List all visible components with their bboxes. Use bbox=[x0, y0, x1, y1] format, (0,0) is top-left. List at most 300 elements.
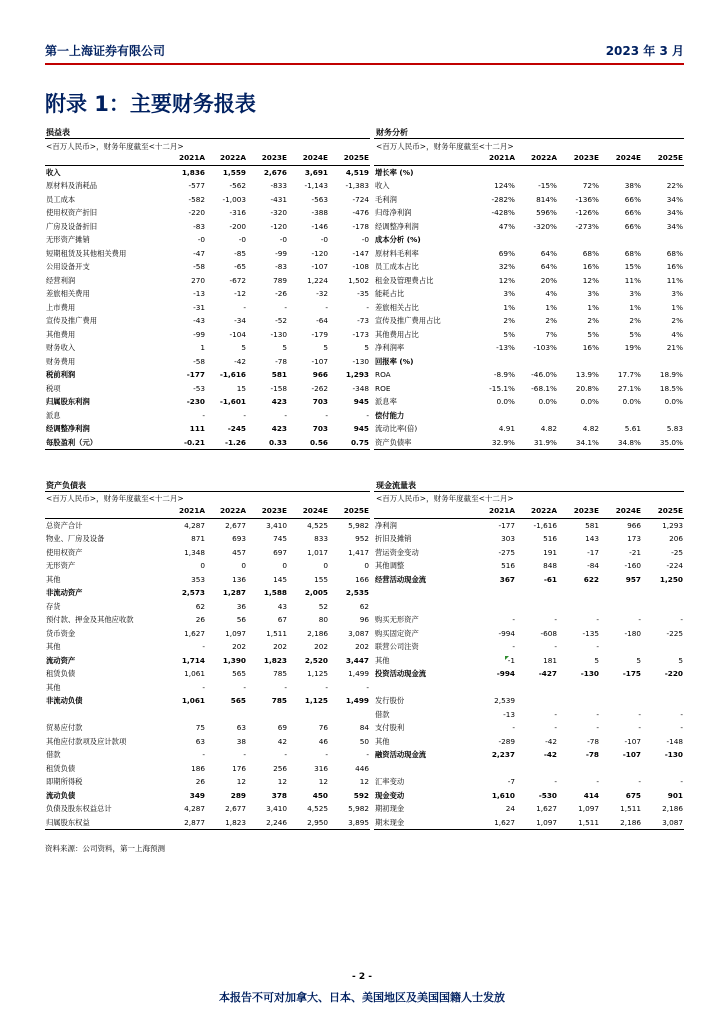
row-label: 差旅相关费用 bbox=[46, 289, 90, 298]
year-header: 2024E bbox=[615, 506, 641, 515]
row-label: 原材料毛利率 bbox=[375, 248, 419, 258]
row-value: 675 bbox=[625, 790, 641, 800]
row-value: 24 bbox=[505, 804, 515, 813]
row-value: 966 bbox=[312, 370, 328, 379]
row-value: 181 bbox=[543, 655, 557, 665]
row-value: 5 bbox=[282, 343, 287, 352]
row-value: 0.0% bbox=[580, 397, 599, 406]
row-value: -130 bbox=[580, 669, 599, 678]
row-value: 26 bbox=[195, 615, 205, 624]
row-value: - bbox=[366, 682, 369, 692]
row-value: - bbox=[512, 615, 515, 624]
row-value: 64% bbox=[540, 262, 557, 271]
row-value: 3,691 bbox=[304, 167, 328, 177]
row-label: ROE bbox=[375, 383, 391, 393]
table-row bbox=[45, 748, 370, 762]
row-value: 68% bbox=[624, 248, 641, 258]
table-row bbox=[374, 600, 684, 614]
row-value: - bbox=[202, 750, 205, 759]
row-value: -65 bbox=[234, 262, 246, 271]
row-value: 270 bbox=[191, 275, 205, 285]
row-label: 即期所得税 bbox=[46, 777, 83, 786]
row-label: 流动负债 bbox=[46, 790, 76, 800]
row-value: - bbox=[596, 615, 599, 624]
income-unit: <百万人民币>，财务年度截至<十二月> bbox=[46, 142, 184, 151]
row-value: 34% bbox=[666, 208, 683, 217]
row-label: 现金变动 bbox=[375, 790, 405, 800]
row-value: 145 bbox=[273, 574, 287, 584]
row-label: 无形资产摊销 bbox=[46, 235, 90, 244]
row-value: -107 bbox=[622, 750, 641, 759]
row-value: 56 bbox=[236, 615, 246, 624]
row-value: 2,676 bbox=[263, 167, 287, 177]
row-value: 17.7% bbox=[617, 370, 641, 379]
row-value: 12 bbox=[236, 777, 246, 786]
table-row bbox=[45, 816, 370, 830]
row-value: -78 bbox=[585, 750, 599, 759]
row-value: 0 bbox=[364, 561, 369, 570]
row-value: -608 bbox=[540, 628, 557, 638]
row-value: 4.82 bbox=[540, 424, 557, 433]
row-value: 64% bbox=[540, 248, 557, 258]
row-value: - bbox=[284, 302, 287, 312]
table-row bbox=[374, 559, 684, 573]
row-value bbox=[642, 762, 684, 776]
year-header-row bbox=[45, 151, 370, 165]
table-row bbox=[45, 328, 370, 342]
table-row bbox=[374, 220, 684, 234]
row-value: -220 bbox=[664, 669, 683, 678]
table-row bbox=[374, 247, 684, 261]
row-value: -7 bbox=[507, 777, 515, 786]
row-value: 3,087 bbox=[662, 817, 683, 827]
row-value: -1,143 bbox=[304, 181, 328, 190]
row-value: 1,627 bbox=[494, 817, 515, 827]
table-row bbox=[374, 532, 684, 546]
row-value: 1,823 bbox=[225, 817, 246, 827]
row-value: 5 bbox=[364, 343, 369, 352]
table-row bbox=[374, 735, 684, 749]
row-value: 3% bbox=[587, 289, 599, 298]
row-value: 848 bbox=[543, 561, 557, 570]
table-row bbox=[45, 775, 370, 789]
table-row bbox=[45, 409, 370, 423]
row-value: 0.75 bbox=[350, 437, 369, 447]
row-value bbox=[642, 694, 684, 708]
table-row bbox=[45, 654, 370, 668]
row-value: - bbox=[202, 682, 205, 692]
row-value: 191 bbox=[543, 547, 557, 557]
row-value: 111 bbox=[189, 424, 205, 433]
table-row bbox=[45, 532, 370, 546]
table-row bbox=[45, 600, 370, 614]
row-label: 差旅相关占比 bbox=[375, 302, 419, 312]
row-label: 回报率 (%) bbox=[375, 356, 414, 366]
table-row bbox=[374, 328, 684, 342]
year-header: 2025E bbox=[657, 153, 683, 162]
table-row bbox=[374, 355, 684, 369]
row-value: 2,677 bbox=[225, 804, 246, 813]
row-value: -104 bbox=[229, 329, 246, 339]
row-value: 202 bbox=[273, 642, 287, 651]
row-value: 1% bbox=[629, 302, 641, 312]
row-value bbox=[642, 233, 684, 247]
header-blank bbox=[374, 151, 474, 165]
row-value: -26 bbox=[275, 289, 287, 298]
row-value: -42 bbox=[543, 750, 557, 759]
row-value bbox=[474, 762, 516, 776]
row-label: 广房及设备折旧 bbox=[46, 221, 98, 231]
row-label: 非流动资产 bbox=[46, 588, 83, 597]
row-label: 期初现金 bbox=[375, 804, 405, 813]
row-value bbox=[474, 165, 516, 179]
row-value: 0.0% bbox=[538, 397, 557, 406]
row-value bbox=[642, 165, 684, 179]
row-value: 414 bbox=[583, 790, 599, 800]
row-value: 5.61 bbox=[624, 424, 641, 433]
row-label: 归母净利润 bbox=[375, 208, 412, 217]
table-row bbox=[374, 775, 684, 789]
row-value: 2,877 bbox=[184, 817, 205, 827]
row-value: -68.1% bbox=[531, 383, 557, 393]
row-value: -58 bbox=[193, 262, 205, 271]
row-value bbox=[558, 762, 600, 776]
row-value: - bbox=[366, 750, 369, 759]
row-value: - bbox=[325, 682, 328, 692]
table-row bbox=[45, 368, 370, 382]
row-value: - bbox=[680, 777, 683, 786]
table-row bbox=[374, 165, 684, 179]
row-label: 预付款、押金及其他应收款 bbox=[46, 615, 134, 624]
table-row bbox=[45, 274, 370, 288]
table-row bbox=[45, 546, 370, 560]
row-value: 15 bbox=[236, 383, 246, 393]
table-row bbox=[374, 613, 684, 627]
balance-rule bbox=[45, 491, 370, 492]
row-value: 1,627 bbox=[536, 804, 557, 813]
row-value: 62 bbox=[195, 601, 205, 611]
row-label: 税项 bbox=[46, 383, 61, 393]
table-row bbox=[374, 748, 684, 762]
row-value: -147 bbox=[352, 248, 369, 258]
row-value: 0 bbox=[241, 561, 246, 570]
row-value: 0.0% bbox=[664, 397, 683, 406]
row-value: 0.33 bbox=[268, 437, 287, 447]
row-value: -120 bbox=[270, 221, 287, 231]
row-value: - bbox=[638, 615, 641, 624]
row-value: -476 bbox=[352, 208, 369, 217]
table-row bbox=[45, 627, 370, 641]
year-header: 2021A bbox=[489, 153, 515, 162]
row-value: 945 bbox=[353, 397, 369, 406]
table-row bbox=[374, 667, 684, 681]
table-row bbox=[45, 422, 370, 436]
year-header: 2022A bbox=[220, 153, 246, 162]
row-value: 697 bbox=[273, 547, 287, 557]
row-value: -200 bbox=[229, 221, 246, 231]
table-row bbox=[45, 382, 370, 396]
row-value: -148 bbox=[666, 736, 683, 746]
row-value: 1,250 bbox=[659, 574, 683, 584]
row-value: 2% bbox=[503, 316, 515, 325]
row-value: 202 bbox=[232, 642, 246, 651]
row-value: -724 bbox=[352, 194, 369, 204]
row-value: -107 bbox=[311, 262, 328, 271]
row-label: 每股盈利（元） bbox=[46, 437, 98, 447]
row-value: -180 bbox=[624, 628, 641, 638]
header-divider bbox=[45, 63, 684, 65]
row-value: 516 bbox=[501, 561, 515, 570]
row-value: -178 bbox=[352, 221, 369, 231]
year-header: 2023E bbox=[261, 153, 287, 162]
row-value: -562 bbox=[229, 181, 246, 190]
income-table bbox=[45, 151, 370, 450]
row-label: 联营公司注资 bbox=[375, 642, 419, 651]
row-value bbox=[600, 355, 642, 369]
row-value: -230 bbox=[186, 397, 205, 406]
table-row bbox=[374, 341, 684, 355]
row-value: 516 bbox=[543, 534, 557, 543]
row-value: -103% bbox=[533, 343, 557, 352]
row-value: 173 bbox=[627, 534, 641, 543]
table-row bbox=[374, 179, 684, 193]
table-row bbox=[45, 559, 370, 573]
row-value: 66% bbox=[624, 194, 641, 204]
row-value bbox=[516, 165, 558, 179]
row-value: 2,573 bbox=[181, 588, 205, 597]
row-value: 423 bbox=[271, 397, 287, 406]
row-value: -225 bbox=[666, 628, 683, 638]
row-value: 4.82 bbox=[582, 424, 599, 433]
row-value bbox=[558, 681, 600, 695]
row-value: 22% bbox=[666, 181, 683, 190]
row-value: -0 bbox=[279, 235, 287, 244]
row-label: 其他费用 bbox=[46, 329, 76, 339]
row-value: -8.9% bbox=[493, 370, 515, 379]
table-row bbox=[374, 368, 684, 382]
disclaimer: 本报告不可对加拿大、日本、美国地区及美国国籍人士发放 bbox=[219, 991, 505, 1004]
row-value: - bbox=[638, 709, 641, 719]
row-value: -175 bbox=[622, 669, 641, 678]
row-label: 偿付能力 bbox=[375, 410, 405, 420]
table-row bbox=[374, 721, 684, 735]
row-label: 物业、厂房及设备 bbox=[46, 534, 105, 543]
row-value: 38% bbox=[624, 181, 641, 190]
page-title: 附录 1：主要财务报表 bbox=[45, 92, 256, 116]
row-value: - bbox=[512, 642, 515, 651]
row-value: -15.1% bbox=[489, 383, 515, 393]
table-row bbox=[374, 260, 684, 274]
row-value: 186 bbox=[191, 763, 205, 773]
row-value bbox=[600, 681, 642, 695]
row-label: 派息率 bbox=[375, 397, 397, 406]
report-date: 2023 年 3 月 bbox=[605, 44, 684, 58]
row-value: -994 bbox=[498, 628, 515, 638]
row-value: 303 bbox=[501, 534, 515, 543]
row-value: -177 bbox=[186, 370, 205, 379]
row-value: -0 bbox=[320, 235, 328, 244]
row-value: 2,186 bbox=[620, 817, 641, 827]
row-value: 18.9% bbox=[659, 370, 683, 379]
row-value bbox=[516, 694, 558, 708]
row-value: 423 bbox=[271, 424, 287, 433]
table-row bbox=[45, 287, 370, 301]
row-value: 5 bbox=[323, 343, 328, 352]
row-value: -46.0% bbox=[531, 370, 557, 379]
table-row bbox=[45, 789, 370, 803]
income-title: 损益表 bbox=[46, 128, 70, 137]
row-value: 256 bbox=[273, 763, 287, 773]
row-value: 1,293 bbox=[662, 520, 683, 530]
row-value: 745 bbox=[273, 534, 287, 543]
row-value: 871 bbox=[191, 534, 205, 543]
row-value: 68% bbox=[582, 248, 599, 258]
row-value: -42 bbox=[234, 356, 246, 366]
row-value: -130 bbox=[664, 750, 683, 759]
table-row bbox=[374, 654, 684, 668]
row-value: 66% bbox=[624, 208, 641, 217]
table-row bbox=[374, 409, 684, 423]
row-value bbox=[516, 355, 558, 369]
row-value: 565 bbox=[230, 696, 246, 705]
row-value: -577 bbox=[188, 181, 205, 190]
row-value: 3% bbox=[503, 289, 515, 298]
row-label: 归属股东权益 bbox=[46, 817, 90, 827]
row-label: 无形资产 bbox=[46, 561, 76, 570]
row-value bbox=[642, 600, 684, 614]
row-value: -13 bbox=[503, 709, 515, 719]
row-label bbox=[374, 586, 474, 600]
row-value: -99 bbox=[193, 329, 205, 339]
row-label: 经营活动现金流 bbox=[375, 574, 427, 584]
table-row bbox=[45, 341, 370, 355]
row-value: 42 bbox=[277, 736, 287, 746]
table-row bbox=[374, 233, 684, 247]
row-value bbox=[474, 586, 516, 600]
row-value: 47% bbox=[498, 221, 515, 231]
row-value: 12 bbox=[359, 777, 369, 786]
year-header-row bbox=[374, 151, 684, 165]
row-value: 2,950 bbox=[307, 817, 328, 827]
row-value: 2% bbox=[545, 316, 557, 325]
row-value: 2,539 bbox=[494, 696, 515, 705]
row-value: 5% bbox=[503, 329, 515, 339]
table-row bbox=[45, 694, 370, 708]
row-value: -99 bbox=[275, 248, 287, 258]
table-row bbox=[45, 586, 370, 600]
row-value: 66% bbox=[624, 221, 641, 231]
row-value: 5.83 bbox=[666, 424, 683, 433]
table-row bbox=[45, 735, 370, 749]
row-value bbox=[516, 600, 558, 614]
row-label: 增长率 (%) bbox=[375, 167, 414, 177]
row-label: 存货 bbox=[46, 601, 61, 611]
row-value: 592 bbox=[353, 790, 369, 800]
row-label bbox=[374, 762, 474, 776]
row-value: -0 bbox=[361, 235, 369, 244]
row-value: -43 bbox=[193, 316, 205, 325]
row-value: 34% bbox=[666, 221, 683, 231]
row-value: - bbox=[202, 410, 205, 420]
table-row bbox=[374, 762, 684, 776]
row-value: 69 bbox=[277, 723, 287, 732]
row-value: -428% bbox=[491, 208, 515, 217]
year-header: 2024E bbox=[615, 153, 641, 162]
table-row bbox=[374, 395, 684, 409]
row-value: 1,293 bbox=[345, 370, 369, 379]
row-value: 1,499 bbox=[348, 669, 369, 678]
row-value: 38 bbox=[236, 736, 246, 746]
row-value: 69% bbox=[498, 248, 515, 258]
row-value: -17 bbox=[587, 547, 599, 557]
table-row bbox=[45, 667, 370, 681]
row-value: -78 bbox=[275, 356, 287, 366]
row-label: 毛利润 bbox=[375, 194, 397, 204]
row-value: 789 bbox=[273, 275, 287, 285]
row-value: 35.0% bbox=[659, 437, 683, 447]
row-value: 1,287 bbox=[222, 588, 246, 597]
table-row bbox=[45, 762, 370, 776]
row-value: 1,125 bbox=[307, 669, 328, 678]
balance-unit: <百万人民币>，财务年度截至<十二月> bbox=[46, 494, 184, 503]
row-value: 785 bbox=[271, 696, 287, 705]
row-value: 1,224 bbox=[307, 275, 328, 285]
row-value: -427 bbox=[538, 669, 557, 678]
row-value: 3,447 bbox=[345, 655, 369, 665]
cashflow-table bbox=[374, 504, 684, 830]
row-value: 0 bbox=[323, 561, 328, 570]
row-value: -1,383 bbox=[345, 181, 369, 190]
row-label: 购买固定资产 bbox=[375, 628, 419, 638]
row-value: -173 bbox=[352, 329, 369, 339]
row-value: 957 bbox=[625, 574, 641, 584]
row-value: 96 bbox=[359, 615, 369, 624]
row-value: 1,511 bbox=[578, 817, 599, 827]
row-value bbox=[558, 586, 600, 600]
row-label: 租金及管理费占比 bbox=[375, 275, 434, 285]
row-label: 其他应付款项及应计款项 bbox=[46, 736, 127, 746]
row-label: 能耗占比 bbox=[375, 289, 405, 298]
row-label: 其他 bbox=[46, 574, 61, 584]
row-value bbox=[329, 708, 370, 722]
table-row bbox=[374, 518, 684, 532]
row-label: 租赁负债 bbox=[46, 669, 76, 678]
row-value: 72% bbox=[582, 181, 599, 190]
table-row bbox=[374, 274, 684, 288]
row-value: - bbox=[202, 642, 205, 651]
row-value: -53 bbox=[193, 383, 205, 393]
row-value: -833 bbox=[270, 181, 287, 190]
analysis-table bbox=[374, 151, 684, 450]
row-value bbox=[206, 708, 247, 722]
row-label: 上市费用 bbox=[46, 302, 76, 312]
row-value: 581 bbox=[271, 370, 287, 379]
table-row bbox=[374, 573, 684, 587]
table-row bbox=[45, 395, 370, 409]
row-value: - bbox=[596, 642, 599, 651]
row-value: 945 bbox=[353, 424, 369, 433]
row-label: 其他 bbox=[375, 736, 390, 746]
row-value: 18.5% bbox=[659, 383, 683, 393]
row-value: 7% bbox=[545, 329, 557, 339]
table-row bbox=[45, 233, 370, 247]
row-label: 其他 bbox=[46, 642, 61, 651]
row-value: 4,287 bbox=[184, 804, 205, 813]
row-value bbox=[516, 762, 558, 776]
row-value: 4.91 bbox=[498, 424, 515, 433]
row-value: 0.0% bbox=[496, 397, 515, 406]
table-row bbox=[45, 802, 370, 816]
